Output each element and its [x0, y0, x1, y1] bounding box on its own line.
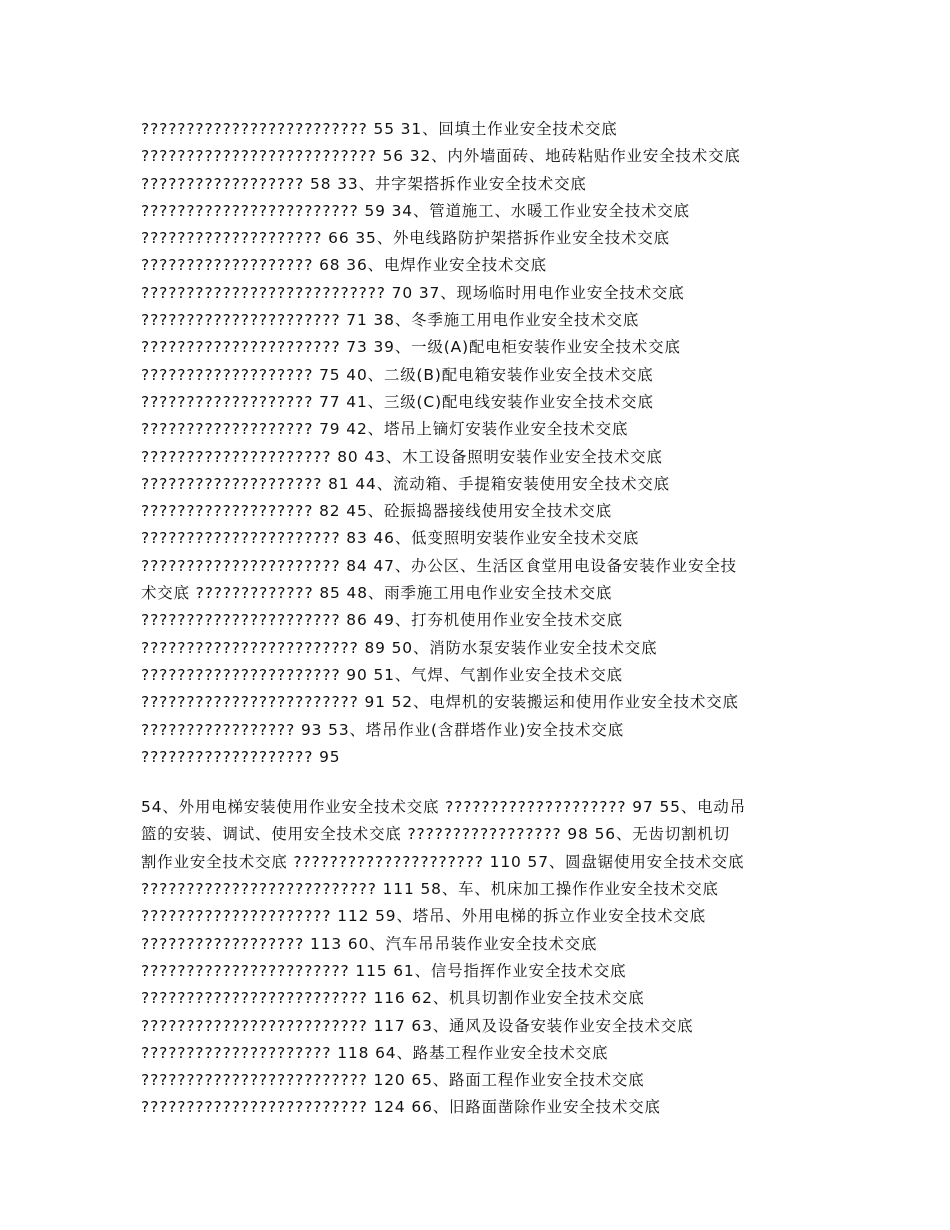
toc-line: ??????????????????????????? 70 37、现场临时用电作业安全技术交底	[141, 283, 685, 302]
toc-line: ????????????????????????? 117 63、通风及设备安装作业安全技术交底	[141, 1016, 694, 1035]
toc-page	[141, 116, 831, 1122]
toc-line: ?????????????????? 58 33、井字架搭拆作业安全技术交底	[141, 174, 587, 193]
paragraph-gap	[141, 771, 831, 794]
toc-line: ????????????????????? 80 43、木工设备照明安装作业安全技术交底	[141, 447, 663, 466]
toc-line: ???????????????????? 66 35、外电线路防护架搭拆作业安全技术交底	[141, 229, 670, 248]
toc-line: ?????????????????????? 90 51、气焊、气割作业安全技术交底	[141, 665, 623, 684]
toc-line: 篮的安装、调试、使用安全技术交底 ????????????????? 98 56、无齿切割机切	[141, 825, 730, 844]
toc-line: ?????????????????????? 71 38、冬季施工用电作业安全技术交底	[141, 311, 640, 330]
toc-line: ?????????????????????? 83 46、低变照明安装作业安全技术交底	[141, 529, 640, 548]
toc-line: ???????????????????????? 89 50、消防水泵安装作业安全技术交底	[141, 638, 658, 657]
toc-line: ?????????????????????? 73 39、一级(A)配电柜安装作业安全技术交底	[141, 338, 681, 357]
toc-line: ??????????????????????? 115 61、信号指挥作业安全技术交底	[141, 961, 627, 980]
toc-line: 54、外用电梯安装使用作业安全技术交底 ???????????????????? 97 55、电动吊	[141, 798, 747, 817]
toc-line: 割作业安全技术交底 ????????????????????? 110 57、圆盘锯使用安全技术交底	[141, 852, 745, 871]
toc-line: ?????????????????????? 86 49、打夯机使用作业安全技术交底	[141, 611, 623, 630]
toc-block-1	[141, 116, 831, 771]
toc-line: ?????????????????????????? 56 32、内外墙面砖、地砖粘贴作业安全技术交底	[141, 147, 741, 166]
toc-line: 术交底 ????????????? 85 48、雨季施工用电作业安全技术交底	[141, 584, 613, 603]
toc-block-2	[141, 794, 831, 1122]
toc-line: ?????????????????? 113 60、汽车吊吊装作业安全技术交底	[141, 934, 598, 953]
toc-line: ????????????????? 93 53、塔吊作业(含群塔作业)安全技术交底	[141, 720, 624, 739]
toc-line: ????????????????????????? 124 66、旧路面凿除作业安全技术交底	[141, 1098, 661, 1117]
toc-line: ??????????????????? 75 40、二级(B)配电箱安装作业安全技术交底	[141, 365, 654, 384]
toc-line: ????????????????????????? 120 65、路面工程作业安全技术交底	[141, 1071, 645, 1090]
toc-line: ?????????????????????? 84 47、办公区、生活区食堂用电设备安装作业安全技	[141, 556, 737, 575]
toc-line: ????????????????????? 118 64、路基工程作业安全技术交底	[141, 1043, 609, 1062]
toc-line: ??????????????????? 77 41、三级(C)配电线安装作业安全技术交底	[141, 392, 654, 411]
toc-line: ???????????????????? 81 44、流动箱、手提箱安装使用安全技术交底	[141, 474, 670, 493]
toc-line: ?????????????????????????? 111 58、车、机床加工操作作业安全技术交底	[141, 880, 719, 899]
toc-line: ????????????????????? 112 59、塔吊、外用电梯的拆立作业安全技术交底	[141, 907, 707, 926]
toc-line: ????????????????????????? 55 31、回填土作业安全技术交底	[141, 120, 618, 138]
toc-line: ??????????????????? 82 45、砼振捣器接线使用安全技术交底	[141, 502, 613, 521]
toc-line: ???????????????????????? 59 34、管道施工、水暖工作业安全技术交底	[141, 201, 690, 220]
toc-line: ??????????????????? 79 42、塔吊上镝灯安装作业安全技术交底	[141, 420, 629, 439]
toc-line: ???????????????????????? 91 52、电焊机的安装搬运和使用作业安全技术交底	[141, 693, 739, 712]
toc-line: ??????????????????? 95	[141, 747, 341, 766]
toc-line: ????????????????????????? 116 62、机具切割作业安全技术交底	[141, 989, 645, 1008]
toc-line: ??????????????????? 68 36、电焊作业安全技术交底	[141, 256, 547, 275]
